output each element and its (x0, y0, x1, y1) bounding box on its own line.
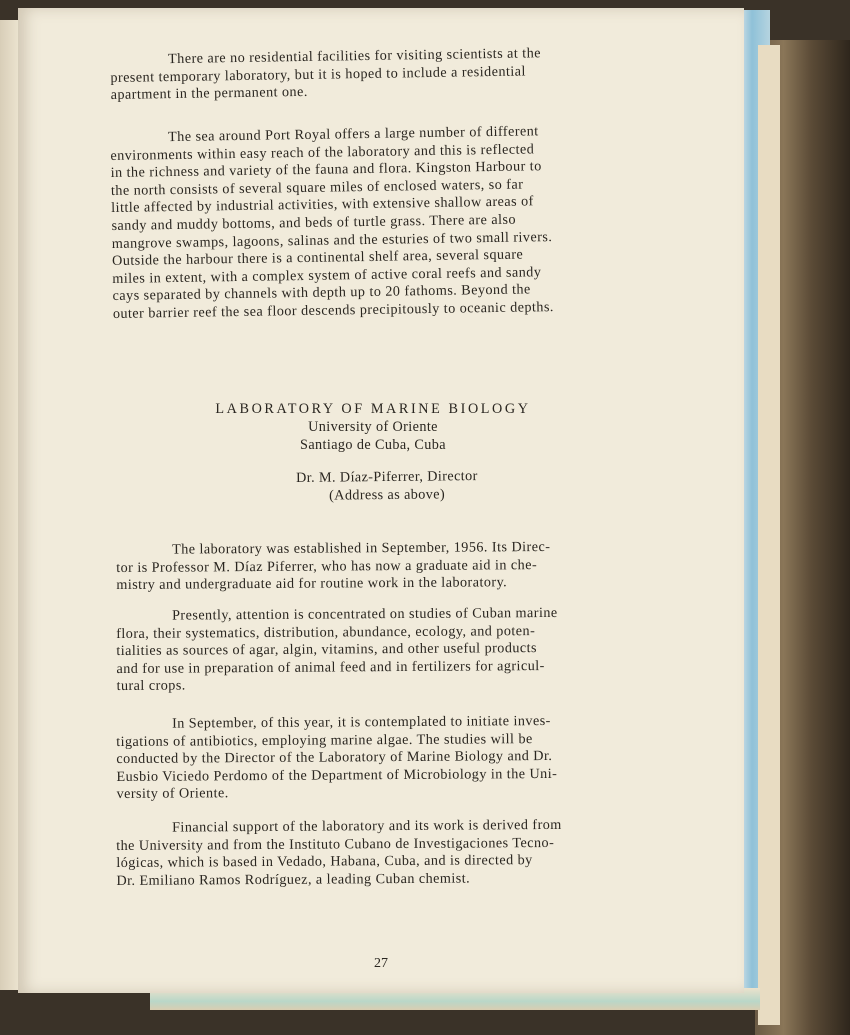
document-page (18, 8, 744, 993)
text-line: Eusbio Viciedo Perdomo of the Department of Microbiology in the Uni- (116, 765, 558, 785)
text-line: versity of Oriente. (116, 785, 229, 803)
text-line: environments within easy reach of the laboratory and this is reflected (110, 140, 535, 164)
text-line: lógicas, which is based in Vedado, Habana, Cuba, and is directed by (116, 852, 533, 872)
presently-paragraph (116, 605, 558, 696)
director-block (24, 464, 750, 508)
financial-paragraph (116, 817, 562, 890)
text-line: miles in extent, with a complex system of active coral reefs and sandy (112, 263, 542, 287)
heading-city: Santiago de Cuba, Cuba (300, 437, 446, 453)
text-line: The sea around Port Royal offers a large number of different (167, 123, 539, 146)
text-line: the north consists of several square miles of enclosed waters, so far (110, 176, 524, 199)
director-name: Dr. M. Díaz-Piferrer, Director (296, 468, 478, 486)
text-line: tialities as sources of agar, algin, vitamins, and other useful products (116, 640, 538, 660)
text-line: tural crops. (116, 677, 186, 695)
text-line: There are no residential facilities for visiting scientists at the (167, 45, 542, 68)
text-line: outer barrier reef the sea floor descends precipitously to oceanic depths. (112, 298, 554, 322)
text-line: conducted by the Director of the Laboratory of Marine Biology and Dr. (116, 748, 553, 768)
text-line: mangrove swamps, lagoons, salinas and the esturies of two small rivers. (111, 228, 553, 252)
text-line: the University and from the Instituto Cubano de Investigaciones Tecno- (116, 834, 555, 854)
text-line: Outside the harbour there is a continental shelf area, several square (111, 246, 524, 270)
text-line: little affected by industrial activities, with extensive shallow areas of (111, 193, 534, 217)
september-paragraph (116, 713, 557, 804)
text-line: In September, of this year, it is contemplated to initiate inves- (171, 712, 551, 732)
text-line: and for use in preparation of animal feed and in fertilizers for agricul- (116, 657, 545, 677)
intro-paragraph (110, 45, 542, 105)
text-line: tor is Professor M. Díaz Piferrer, who has now a graduate aid in che- (116, 556, 538, 576)
text-line: present temporary laboratory, but it is hoped to include a residential (110, 63, 526, 86)
text-line: in the richness and variety of the fauna and flora. Kingston Harbour to (110, 158, 542, 182)
text-line: cays separated by channels with depth up to 20 fathoms. Beyond the (112, 281, 531, 305)
text-line: Presently, attention is concentrated on studies of Cuban marine (171, 604, 558, 624)
page-number: 27 (374, 956, 388, 971)
heading-title: LABORATORY OF MARINE BIOLOGY (215, 401, 531, 417)
page-stack-edge-inner (758, 45, 780, 1025)
laboratory-heading (10, 400, 736, 454)
heading-university: University of Oriente (308, 419, 438, 435)
established-paragraph (116, 539, 551, 595)
sea-paragraph (110, 123, 554, 323)
text-line: Dr. Emiliano Ramos Rodríguez, a leading Cuban chemist. (116, 870, 471, 889)
text-line: The laboratory was established in September, 1956. Its Direc- (171, 538, 551, 558)
text-line: sandy and muddy bottoms, and beds of turtle grass. There are also (111, 211, 517, 234)
text-line: tigations of antibiotics, employing marine algae. The studies will be (116, 730, 533, 750)
text-line: apartment in the permanent one. (110, 84, 308, 104)
text-line: mistry and undergraduate aid for routine work in the laboratory. (116, 574, 508, 594)
director-address: (Address as above) (329, 486, 446, 504)
text-line: flora, their systematics, distribution, abundance, ecology, and poten- (116, 622, 536, 642)
text-line: Financial support of the laboratory and its work is derived from (171, 816, 562, 836)
